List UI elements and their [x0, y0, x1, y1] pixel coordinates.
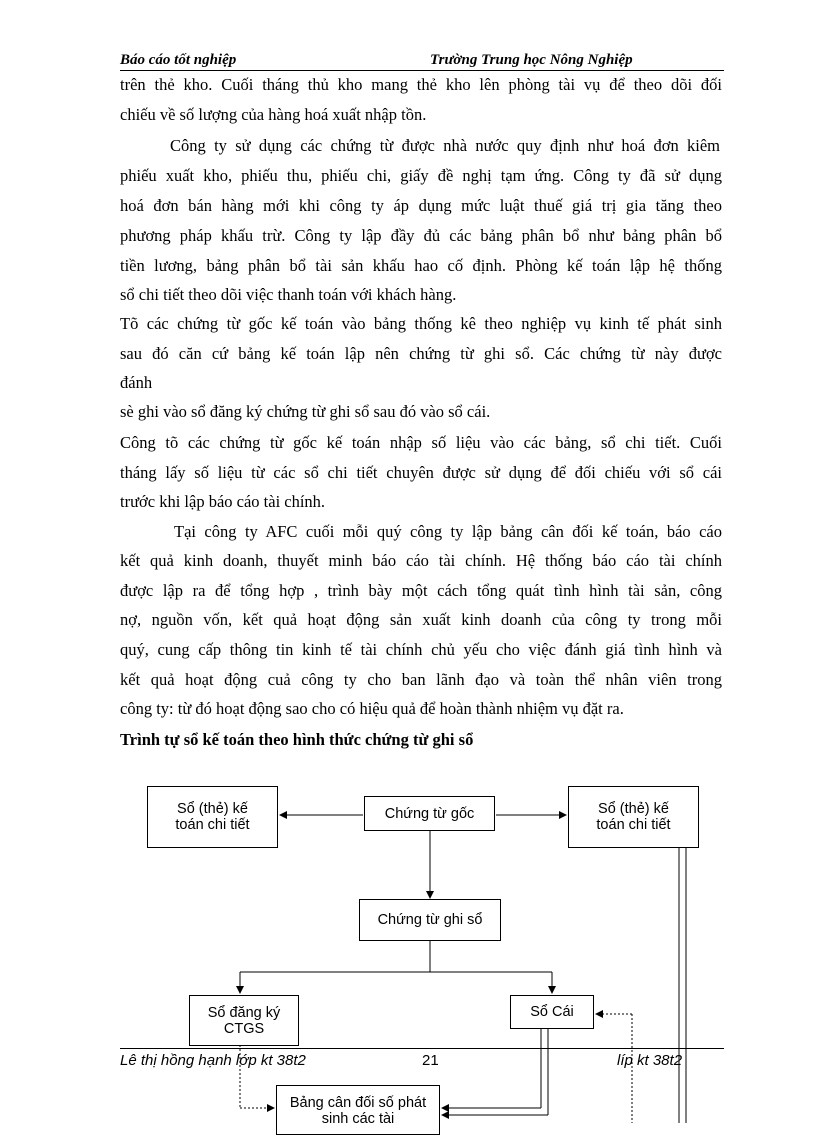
- text-line: tháng lấy số liệu từ các sổ chi tiết chuyên được sử dụng để đối chiếu với sổ cái: [120, 463, 722, 482]
- header-report-title: Báo cáo tốt nghiệp: [120, 52, 237, 68]
- text-line: kết quả kinh doanh, thuyết minh báo cáo tài chính. Hệ thống báo cáo tài chính: [120, 551, 722, 570]
- text-line: tiền lương, bảng phân bổ tài sản khấu hao cố định. Phòng kế toán lập hệ thống: [120, 256, 722, 275]
- text-line: được lập ra để tổng hợp , trình bày một cách tổng quát tình hình tài sản, công: [120, 581, 722, 600]
- text-line: quý, cung cấp thông tin kinh tế tài chính chủ yếu cho việc đánh giá tình hình và: [120, 640, 722, 659]
- text-line: phương pháp khấu trừ. Công ty lập đầy đủ các bảng phân bổ như bảng phân bổ: [120, 226, 722, 245]
- footer-author: Lê thị hồng hạnh lớp kt 38t2: [120, 1052, 306, 1069]
- box-detail-ledger-left: Sổ (thẻ) kế toán chi tiết: [147, 786, 278, 848]
- text-line: trên thẻ kho. Cuối tháng thủ kho mang thẻ kho lên phòng tài vụ để theo dõi đối: [120, 75, 722, 94]
- footer-page-number: 21: [422, 1052, 439, 1069]
- header-school-name: Trường Trung học Nông Nghiệp: [430, 52, 633, 68]
- box-detail-ledger-right: Sổ (thẻ) kế toán chi tiết: [568, 786, 699, 848]
- text-line: hoá đơn bán hàng mới khi công ty áp dụng mức luật thuế giá trị gia tăng theo: [120, 196, 722, 215]
- text-line: Tõ các chứng từ gốc kế toán vào bảng thống kê theo nghiệp vụ kinh tế phát sinh: [120, 314, 722, 333]
- page-footer: [120, 1048, 724, 1071]
- text-line: sè ghi vào sổ đăng ký chứng từ ghi sổ sau đó vào sổ cái.: [120, 402, 491, 421]
- text-line: công ty: từ đó hoạt động sao cho có hiệu quả để hoàn thành nhiệm vụ đặt ra.: [120, 699, 624, 718]
- footer-class: líp kt 38t2: [617, 1052, 683, 1069]
- text-line: nợ, nguồn vốn, kết quả hoạt động sản xuất kinh doanh của công ty trong mỗi: [120, 610, 722, 629]
- text-line: phiếu xuất kho, phiếu thu, phiếu chi, giấy đề nghị tạm ứng. Công ty đã sử dụng: [120, 166, 722, 185]
- box-voucher-register: Sổ đăng ký CTGS: [189, 995, 299, 1046]
- text-line: sau đó căn cứ bảng kế toán lập nên chứng từ ghi sổ. Các chứng từ này được: [120, 344, 722, 363]
- box-general-ledger: Sổ Cái: [510, 995, 594, 1029]
- box-record-voucher: Chứng từ ghi sổ: [359, 899, 501, 941]
- text-line: Tại công ty AFC cuối mỗi quý công ty lập bảng cân đối kế toán, báo cáo: [174, 522, 722, 541]
- text-line: chiếu về số lượng của hàng hoá xuất nhập tồn.: [120, 105, 427, 124]
- text-line: trước khi lập báo cáo tài chính.: [120, 492, 326, 511]
- text-line: kết quả hoạt động cuả công ty cho ban lãnh đạo và toàn thể nhân viên trong: [120, 670, 722, 689]
- text-line: sổ chi tiết theo dõi việc thanh toán với khách hàng.: [120, 285, 457, 304]
- box-source-documents: Chứng từ gốc: [364, 796, 495, 831]
- text-line: Công ty sử dụng các chứng từ được nhà nước quy định như hoá đơn kiêm: [170, 136, 720, 155]
- page-header: [120, 52, 724, 71]
- section-heading: Trình tự sổ kế toán theo hình thức chứng từ ghi sổ: [120, 730, 474, 749]
- text-line: đánh: [120, 373, 153, 392]
- text-line: Công tõ các chứng từ gốc kế toán nhập số liệu vào các bảng, sổ chi tiết. Cuối: [120, 433, 722, 452]
- box-trial-balance: Bảng cân đối số phát sinh các tài: [276, 1085, 440, 1135]
